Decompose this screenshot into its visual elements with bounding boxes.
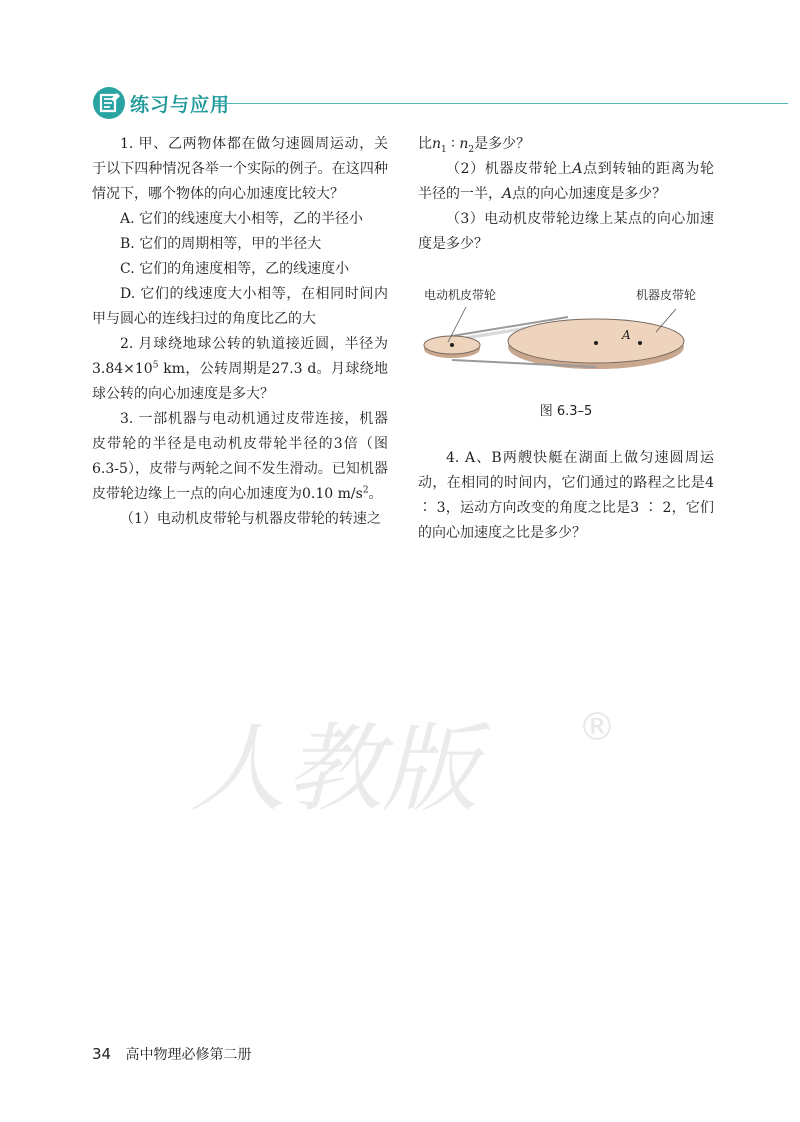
publisher-watermark <box>180 690 640 840</box>
watermark-logo <box>180 690 640 840</box>
left-column <box>92 132 388 532</box>
q2-text-b: km，公转周期是27.3 d。月球绕地球公转的向心加速度是多大？ <box>92 361 388 402</box>
symbol-n2: n <box>459 136 469 152</box>
registered-mark: ® <box>578 705 616 749</box>
motor-wheel-axle <box>450 343 454 347</box>
point-a-ref-1: A <box>572 161 583 177</box>
question-4: 4. A、B两艘快艇在湖面上做匀速圆周运动，在相同的时间内，它们通过的路程之比是4 ∶ 3，运动方向改变的角度之比是3 ∶ 2，它们的向心加速度之比是多少？ <box>418 450 714 541</box>
practice-icon <box>92 86 126 120</box>
question-1: 1. 甲、乙两物体都在做匀速圆周运动，关于以下四种情况各举一个实际的例子。在这四种情况下，哪个物体的向心加速度比较大？ <box>92 136 388 202</box>
q3-sub-1-continued <box>418 132 714 157</box>
page-footer <box>92 1044 252 1064</box>
q3-text-b: 。 <box>368 486 383 502</box>
section-title: 练习与应用 <box>130 94 231 116</box>
q3-sub2-b: 点到转轴的距离为轮半径的一半， <box>418 161 714 202</box>
q3-sub1-cont-b: 是多少？ <box>474 136 531 152</box>
point-a-dot <box>638 341 642 345</box>
belt-pulley-diagram <box>418 285 718 395</box>
point-a-ref-2: A <box>502 186 513 202</box>
q3-text-a: 3. 一部机器与电动机通过皮带连接，机器皮带轮的半径是电动机皮带轮半径的3倍（图6.3-5），皮带与两轮之间不发生滑动。已知机器皮带轮边缘上一点的向心加速度为0.10 m/s <box>92 411 388 502</box>
q2-text-a: 2. 月球绕地球公转的轨道接近圆，半径为3.84×10 <box>92 336 388 377</box>
belt-pulley-figure <box>418 285 718 395</box>
q3-sub-3: （3）电动机皮带轮边缘上某点的向心加速度是多少？ <box>418 211 714 252</box>
q1-option-c: C. 它们的角速度相等，乙的线速度小 <box>120 261 350 277</box>
page-number: 34 <box>92 1045 112 1063</box>
machine-wheel-label: 机器皮带轮 <box>636 288 697 302</box>
section-header <box>92 86 788 122</box>
q2-exponent: 5 <box>152 360 159 371</box>
figure-caption: 图 6.3–5 <box>539 404 593 419</box>
machine-wheel-axle <box>594 341 598 345</box>
header-rule <box>214 103 788 104</box>
q3-sub-2 <box>418 157 714 207</box>
point-a-label: A <box>622 328 631 342</box>
q3-exponent: 2 <box>362 485 369 496</box>
q1-option-b: B. 它们的周期相等，甲的半径大 <box>120 236 322 252</box>
right-column <box>418 132 714 546</box>
symbol-n1: n <box>432 136 442 152</box>
q3-sub2-a: （2）机器皮带轮上 <box>446 161 573 177</box>
question-3 <box>92 407 388 507</box>
q1-option-a: A. 它们的线速度大小相等，乙的半径小 <box>120 211 364 227</box>
symbol-n1-sub: 1 <box>441 144 447 155</box>
q3-sub1-cont-a: 比 <box>418 136 432 152</box>
book-title: 高中物理必修第二册 <box>125 1047 252 1063</box>
question-2 <box>92 332 388 407</box>
symbol-n2-sub: 2 <box>468 144 475 155</box>
q1-option-d: D. 它们的线速度大小相等，在相同时间内甲与圆心的连线扫过的角度比乙的大 <box>92 286 388 327</box>
q3-sub2-c: 点的向心加速度是多少？ <box>512 186 667 202</box>
motor-wheel-label: 电动机皮带轮 <box>424 288 497 302</box>
ratio-separator: ∶ <box>446 136 460 152</box>
watermark-text: 人教版 <box>190 713 478 825</box>
q3-sub-1: （1）电动机皮带轮与机器皮带轮的转速之 <box>120 511 381 527</box>
